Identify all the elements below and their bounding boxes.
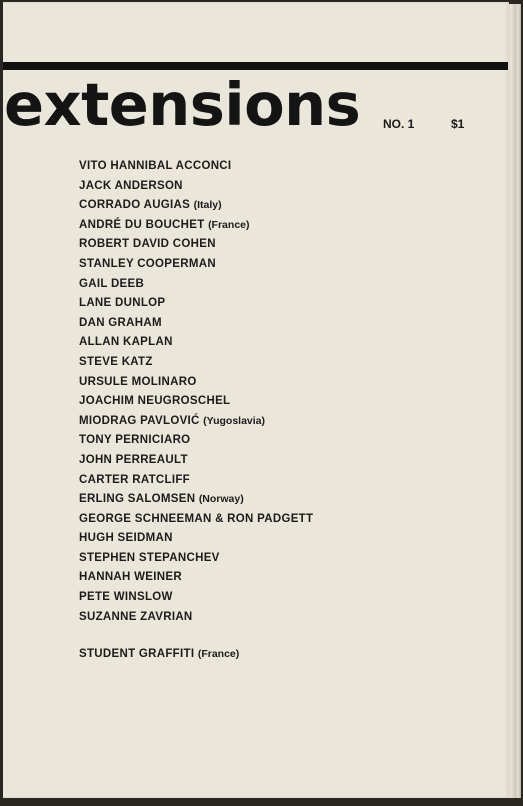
contributor-name: JOHN PERREAULT xyxy=(79,453,188,466)
contributor-name: STEVE KATZ xyxy=(79,355,153,368)
contributor-name: MIODRAG PAVLOVIĆ xyxy=(79,414,200,427)
contributor-name: CORRADO AUGIAS xyxy=(79,199,191,212)
contributor-name: CARTER RATCLIFF xyxy=(79,473,190,486)
contributor-name: ALLAN KAPLAN xyxy=(79,336,173,349)
contributor-name: HANNAH WEINER xyxy=(79,571,182,584)
contributor-item xyxy=(79,216,313,236)
contributor-item xyxy=(79,608,313,628)
contributor-item xyxy=(79,451,313,471)
contributor-item xyxy=(79,235,313,255)
contributor-name: HUGH SEIDMAN xyxy=(79,532,173,545)
contributor-name: GAIL DEEB xyxy=(79,277,145,290)
contributor-country: (Italy) xyxy=(193,199,222,212)
contributor-name: JOACHIM NEUGROSCHEL xyxy=(79,395,231,408)
contributor-item xyxy=(79,333,313,353)
contributor-item xyxy=(79,549,313,569)
contributor-name: PETE WINSLOW xyxy=(79,591,173,604)
page-edge xyxy=(507,4,521,798)
contributor-name: ERLING SALOMSEN xyxy=(79,493,196,506)
contributor-item xyxy=(79,196,313,216)
contributor-name: SUZANNE ZAVRIAN xyxy=(79,610,193,623)
contributor-item xyxy=(79,255,313,275)
contributor-name: STEPHEN STEPANCHEV xyxy=(79,551,220,564)
contributor-name: URSULE MOLINARO xyxy=(79,375,197,388)
contributor-item xyxy=(79,353,313,373)
contributor-name: VITO HANNIBAL ACCONCI xyxy=(79,160,232,172)
contributor-name: STANLEY COOPERMAN xyxy=(79,257,216,270)
masthead-title: extensions xyxy=(4,70,361,139)
contributor-item xyxy=(79,588,313,608)
contributor-name: GEORGE SCHNEEMAN & RON PADGETT xyxy=(79,512,314,525)
contributor-item xyxy=(79,373,313,393)
contributor-list xyxy=(79,157,313,627)
contributor-item xyxy=(79,412,313,432)
contributor-country: (Norway) xyxy=(198,493,244,506)
contributor-name: LANE DUNLOP xyxy=(79,297,166,310)
contributor-item xyxy=(79,314,313,334)
contributor-item xyxy=(79,490,313,510)
contributor-extra xyxy=(79,645,239,664)
contributor-item xyxy=(79,275,313,295)
masthead-rule xyxy=(3,62,508,70)
contributor-item xyxy=(79,510,313,530)
contributor-item xyxy=(79,294,313,314)
contributor-country: (France) xyxy=(197,648,240,660)
contributor-item xyxy=(79,471,313,491)
contributor-item xyxy=(79,529,313,549)
contributor-country: (France) xyxy=(208,218,250,231)
contributor-item xyxy=(79,568,313,588)
contributor-name: DAN GRAHAM xyxy=(79,316,162,329)
contributor-name: JACK ANDERSON xyxy=(79,179,183,192)
contributor-item xyxy=(79,392,313,412)
contributor-name: TONY PERNICIARO xyxy=(79,434,191,447)
contributor-item xyxy=(79,157,313,177)
cover-price: $1 xyxy=(451,117,465,131)
contributor-country: (Yugoslavia) xyxy=(203,414,266,427)
contributor-item xyxy=(79,431,313,451)
contributor-name: ROBERT DAVID COHEN xyxy=(79,238,216,251)
contributor-name: STUDENT GRAFFITI xyxy=(79,648,195,660)
contributor-item xyxy=(79,177,313,197)
contributor-name: ANDRÉ DU BOUCHET xyxy=(79,218,205,231)
issue-number: NO. 1 xyxy=(383,117,415,131)
